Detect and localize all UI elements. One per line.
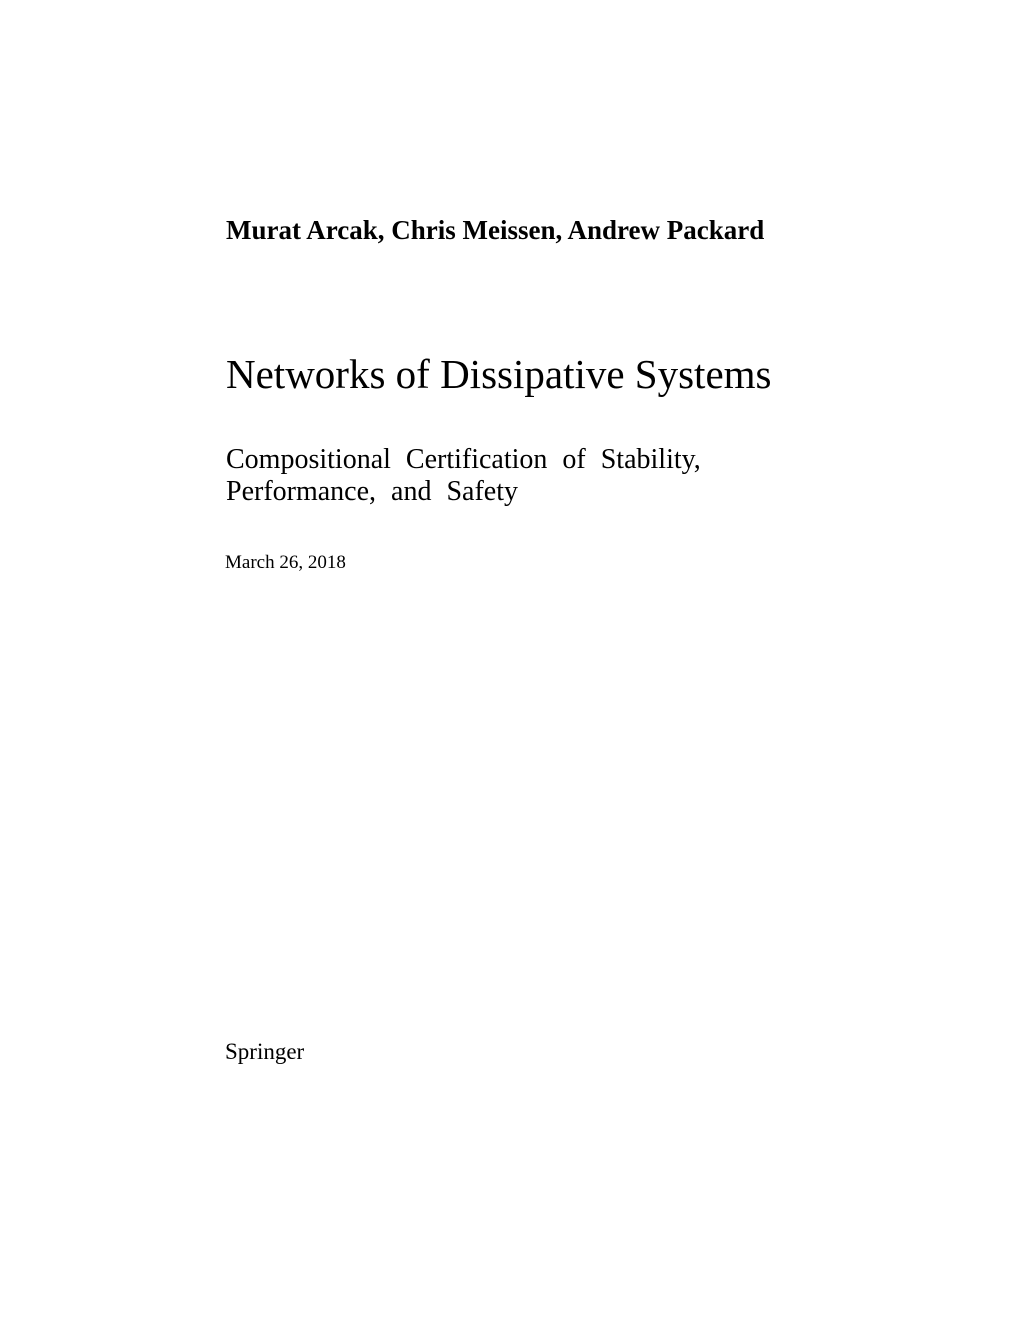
publisher-name: Springer [225, 1039, 305, 1064]
book-title: Networks of Dissipative Systems [226, 351, 772, 397]
subtitle-line-2: Performance, and Safety [226, 476, 518, 507]
authors-line: Murat Arcak, Chris Meissen, Andrew Packard [226, 215, 765, 245]
date-line: March 26, 2018 [225, 552, 346, 573]
book-subtitle [226, 444, 701, 508]
subtitle-line-1: Compositional Certification of Stability, [226, 444, 701, 475]
